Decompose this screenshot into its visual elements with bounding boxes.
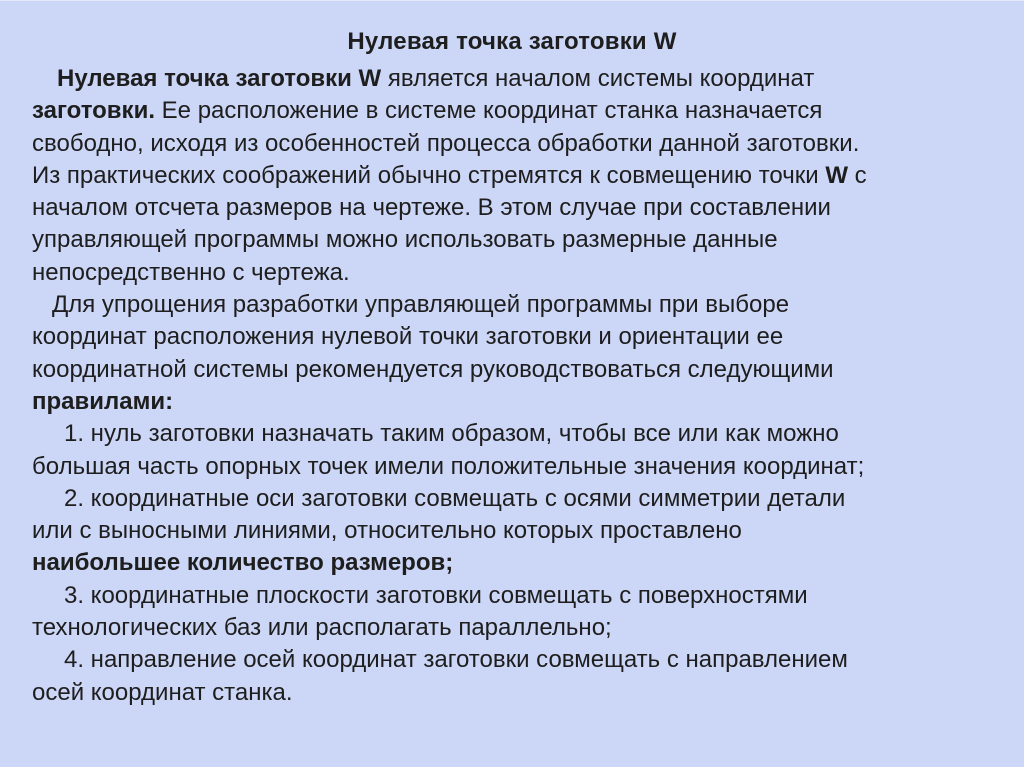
- text-fragment: является началом системы координат: [381, 65, 815, 92]
- paragraph-1-line-3: свободно, исходя из особенностей процесса обработки данной заготовки.: [32, 129, 860, 157]
- rule-2-line-2: или с выносными линиями, относительно которых проставлено: [32, 517, 742, 545]
- term-zero-point: Нулевая точка заготовки W: [57, 65, 382, 92]
- paragraph-1-line-1: [32, 63, 997, 95]
- paragraph-2-line-3: координатной системы рекомендуется руководствоваться следующими: [32, 355, 834, 383]
- text-fragment: Ее расположение в системе координат станка назначается: [155, 97, 823, 125]
- text-fragment: с: [847, 161, 867, 189]
- rule-4-line-2: осей координат станка.: [32, 678, 293, 706]
- rule-1-line-1: 1. нуль заготовки назначать таким образом, чтобы все или как можно: [64, 420, 839, 448]
- paragraph-2-line-4: правилами:: [32, 387, 174, 415]
- paragraph-1-line-4: [32, 160, 997, 192]
- rule-3-line-2: технологических баз или располагать параллельно;: [32, 614, 612, 642]
- rule-1-line-2: большая часть опорных точек имели положительные значения координат;: [32, 452, 865, 480]
- term-blank: заготовки.: [32, 97, 155, 125]
- rule-4-line-1: 4. направление осей координат заготовки совмещать с направлением: [64, 646, 848, 674]
- paragraph-2-line-1: Для упрощения разработки управляющей программы при выборе: [52, 291, 790, 319]
- term-w: W: [825, 161, 848, 189]
- paragraph-1-line-2: [32, 95, 997, 127]
- rule-3-line-1: 3. координатные плоскости заготовки совмещать с поверхностями: [64, 581, 808, 609]
- rule-2-line-3: наибольшее количество размеров;: [32, 549, 454, 577]
- rule-2-line-1: 2. координатные оси заготовки совмещать с осями симметрии детали: [64, 484, 846, 512]
- slide-title: Нулевая точка заготовки W: [347, 28, 677, 55]
- paragraph-1-line-7: непосредственно с чертежа.: [32, 258, 350, 286]
- paragraph-2-line-2: координат расположения нулевой точки заготовки и ориентации ее: [32, 323, 784, 351]
- text-fragment: Из практических соображений обычно стремятся к совмещению точки: [32, 161, 826, 189]
- paragraph-1-line-6: управляющей программы можно использовать размерные данные: [32, 226, 778, 254]
- paragraph-1-line-5: началом отсчета размеров на чертеже. В этом случае при составлении: [32, 194, 831, 222]
- slide-body: [32, 63, 997, 709]
